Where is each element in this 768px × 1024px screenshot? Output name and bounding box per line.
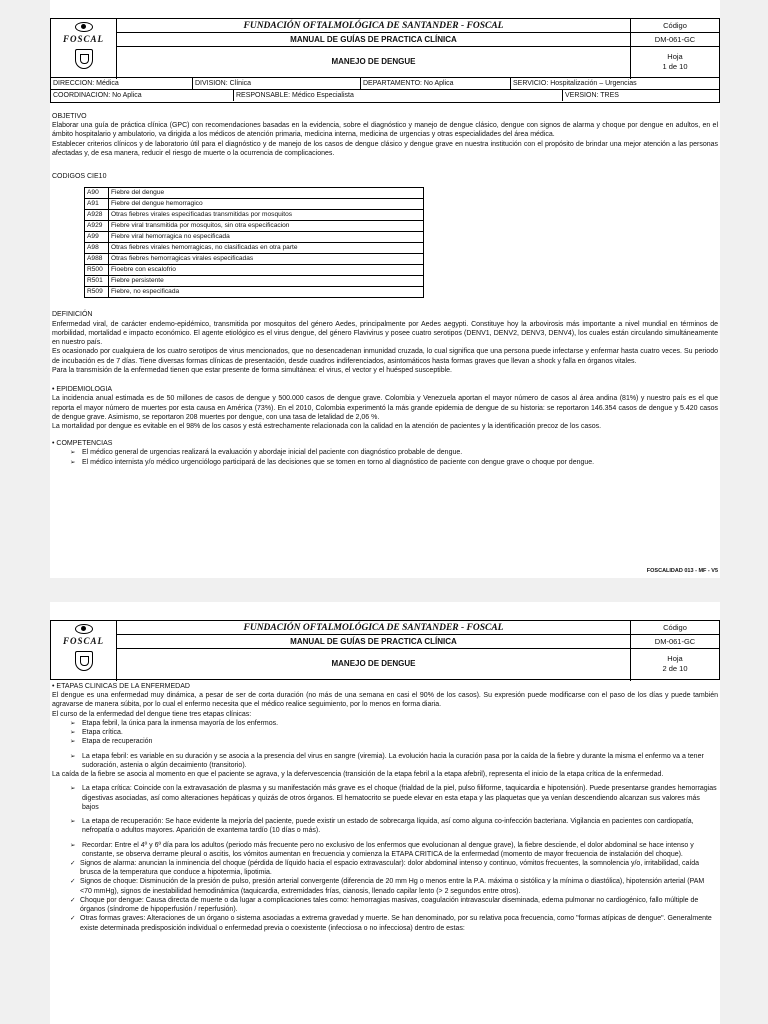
objetivo-paragraph-2: Establecer criterios clínicos y de laboratorio útil para el diagnóstico y de manejo de los casos de dengue clásico y dengue grave en nuestra institución con el propósito de brindar una mejor atención a las personas afectadas y, de esa manera, reducir el riesgo de muerte o la ocurrencia de complicaciones. [52, 140, 718, 157]
febril-paragraph: La caída de la fiebre se asocia al momento en que el paciente se agrava, y la defervescencia (transición de la etapa febril a la etapa afebril), representa el inicio de la etapa crítica de la enfermedad. [52, 771, 664, 779]
meta-departamento: DEPARTAMENTO: No Aplica [361, 78, 511, 89]
manual-title: MANUAL DE GUÍAS DE PRACTICA CLÍNICA [117, 635, 630, 649]
table-row [85, 265, 424, 276]
etapas-list [70, 719, 718, 747]
code-label: Código [631, 19, 719, 33]
list-item: ✓ Signos de choque: Disminución de la presión de pulso, presión arterial convergente (diferencia de 20 mm Hg o menos entre la P.A. máxima o sistólica y la mínima o diastólica), hipotensión arterial (PAM <70 mmHg), signos de inestabilidad hemodinámica (taquicardia, extremidades frías, cianosis, llenado capilar lento (> 2 segundos entre otros). [70, 877, 718, 895]
code-cell: A988 [85, 254, 109, 265]
list-item: ➢ La etapa de recuperación: Se hace evidente la mejoría del paciente, puede existir un estado de sobrecarga líquida, así como alguna co-infección bacteriana. Vigilancia en pacientes con cardiopatía, nefropatía o adultos mayores. Aparición de exantema tardío (10 días o más). [70, 817, 718, 835]
sheet-number: 2 de 10 [662, 664, 688, 673]
table-row [85, 210, 424, 221]
table-row [85, 188, 424, 199]
epidemiologia-label: EPIDEMIOLOGIA [56, 386, 113, 394]
code-cell: A90 [85, 188, 109, 199]
objetivo-heading: OBJETIVO [52, 113, 87, 120]
list-item: ➢ La etapa crítica: Coincide con la extravasación de plasma y su manifestación más grave es el choque (frialdad de la piel, pulso filiforme, taquicardia e hipotensión). Puede presentarse grandes hemorragias digestivas asociadas, así como alteraciones hepáticas y quizás de otros órganos. El hematocrito se puede elevar en esta etapa y las plaquetas que ya venían descendiendo alcanzan sus valores más bajos [70, 784, 718, 812]
sheet-info [631, 47, 719, 77]
code-cell: A99 [85, 232, 109, 243]
code-cell: R500 [85, 265, 109, 276]
code-cell: R509 [85, 287, 109, 298]
code-cell: A91 [85, 199, 109, 210]
manual-title: MANUAL DE GUÍAS DE PRACTICA CLÍNICA [117, 33, 630, 47]
recordar-list [70, 841, 718, 859]
codigos-table [84, 187, 424, 298]
table-row [85, 276, 424, 287]
recuperacion-list [70, 817, 718, 835]
eye-icon [75, 22, 93, 32]
code-cell: A928 [85, 210, 109, 221]
foscal-logo [51, 19, 117, 79]
desc-cell: Fiebre persistente [109, 276, 424, 287]
meta-version: VERSION: TRES [565, 92, 619, 99]
code-cell: A98 [85, 243, 109, 254]
objetivo-paragraph-1: Elaborar una guía de práctica clínica (GPC) con recomendaciones basadas en la evidencia, sobre el diagnóstico y manejo de dengue clásico, dengue con signos de alarma y choque por dengue en adultos, en el ámbito hospitalario y ambulatorio, va dirigida a los médicos de atención primaria, medicina interna, medicina de urgencias y otras especialidades del área médica. [52, 122, 718, 139]
epidemiologia-heading: • EPIDEMIOLOGIA [52, 386, 113, 394]
competencias-list [70, 448, 718, 466]
document-page-1 [50, 0, 720, 578]
subject-title: MANEJO DE DENGUE [331, 57, 416, 66]
desc-cell: Fiebre viral transmitida por mosquitos, sin otra especificacion [109, 221, 424, 232]
sheet-info [631, 649, 719, 679]
desc-cell: Fiebre, no especificada [109, 287, 424, 298]
page-footer: FOSCALIDAD 013 - MF - V5 [646, 568, 718, 574]
document-page-2 [50, 602, 720, 1024]
epidemiologia-paragraph-2: La mortalidad por dengue es evitable en el 98% de los casos y está estrechamente relacionada con la calidad en la atención de pacientes y la identificación precoz de los casos. [52, 422, 602, 430]
list-item: ✓ Signos de alarma: anuncian la inminencia del choque (pérdida de líquido hacia el espacio extravascular): dolor abdominal intenso y continuo, vómitos frecuentes, la somnolencia y/o, irritabilidad, caída brusca de la temperatura que conduce a hipotermia, lipotimia. [70, 859, 718, 877]
shield-icon [75, 49, 93, 69]
desc-cell: Otras fiebres hemorragicas virales especificadas [109, 254, 424, 265]
table-row [85, 232, 424, 243]
desc-cell: Otras fiebres virales hemorragicas, no clasificadas en otra parte [109, 243, 424, 254]
desc-cell: Fioebre con escalofrio [109, 265, 424, 276]
etapas-paragraph-1: El dengue es una enfermedad muy dinámica, a pesar de ser de corta duración (no más de una semana en casi el 90% de los casos). Su expresión puede modificarse con el paso de los días y puede también agravarse de manera súbita, por lo cual el enfermo necesita que el médico realice seguimiento, por lo menos en forma diaria. [52, 692, 718, 709]
table-row [85, 243, 424, 254]
list-item: ➢ Etapa crítica. [70, 728, 718, 737]
code-value: DM-061-GC [631, 635, 719, 649]
etapas-heading: • ETAPAS CLINICAS DE LA ENFERMEDAD [52, 683, 190, 690]
code-cell: A929 [85, 221, 109, 232]
etapas-paragraph-2: El curso de la enfermedad del dengue tiene tres etapas clínicas: [52, 710, 252, 718]
codigos-heading: CODIGOS CIE10 [52, 173, 107, 181]
logo-text: FOSCAL [62, 636, 104, 646]
table-row [85, 254, 424, 265]
desc-cell: Fiebre del dengue [109, 188, 424, 199]
meta-division: DIVISION: Clínica [193, 78, 361, 89]
logo-text: FOSCAL [62, 34, 104, 44]
desc-cell: Fiebre del dengue hemorragico [109, 199, 424, 210]
list-item: ➢ El médico internista y/o médico urgenciólogo participará de las decisiones que se tomen en torno al diagnóstico de paciente con dengue grave o choque por dengue. [70, 458, 718, 467]
list-item: ➢ El médico general de urgencias realizará la evaluación y abordaje inicial del paciente con diagnóstico probable de dengue. [70, 448, 718, 457]
meta-servicio: SERVICIO: Hospitalización – Urgencias [513, 80, 637, 87]
page-2-body [52, 682, 718, 933]
definicion-paragraph-3: Para la transmisión de la enfermedad tienen que estar presente de forma simultánea: el virus, el vector y el huésped susceptible. [52, 366, 452, 374]
foscal-logo [51, 621, 117, 681]
code-cell: R501 [85, 276, 109, 287]
page-1-body [52, 112, 718, 467]
sheet-label: Hoja [667, 654, 683, 663]
meta-direccion: DIRECCION: Médica [51, 78, 193, 89]
definicion-paragraph-2: Es ocasionado por cualquiera de los cuatro serotipos de virus mencionados, que no desencadenan inmunidad cruzada, lo cual significa que una persona puede infectarse y enfermar hasta cuatro veces. Su periodo de incubación es de 7 días. Tiene diversas formas clínicas de presentación, desde cuadros indiferenciados, asintomáticos hasta formas graves que llevan a shock y falla en órganos vitales. [52, 348, 718, 365]
signos-list [70, 859, 718, 933]
sheet-number: 1 de 10 [662, 62, 688, 71]
definicion-paragraph-1: Enfermedad viral, de carácter endemo-epidémico, transmitida por mosquitos del género Aedes, principalmente por Aedes aegypti. Constituye hoy la arbovirosis más importante a nivel mundial en términos de morbilidad, mortalidad e impacto económico. El agente etiológico es el virus dengue, del género Flavivirus y posee cuatro serotipos (DENV1, DENV2, DENV3, DENV4), los cuales están circulando simultáneamente en nuestro país. [52, 320, 718, 347]
code-value: DM-061-GC [631, 33, 719, 47]
list-item: ➢ Etapa febril, la única para la inmensa mayoría de los enfermos. [70, 719, 718, 728]
eye-icon [75, 624, 93, 634]
table-row [85, 199, 424, 210]
meta-table [50, 78, 720, 103]
subject-title: MANEJO DE DENGUE [331, 659, 416, 668]
definicion-heading: DEFINICIÓN [52, 311, 93, 319]
etapas-label: ETAPAS CLINICAS DE LA ENFERMEDAD [56, 683, 190, 690]
page-header [50, 620, 720, 680]
page-header [50, 18, 720, 78]
meta-coordinacion: COORDINACION: No Aplica [51, 90, 234, 101]
sheet-label: Hoja [667, 52, 683, 61]
meta-responsable: RESPONSABLE: Médico Especialista [234, 90, 563, 101]
table-row [85, 287, 424, 298]
critica-list [70, 784, 718, 812]
desc-cell: Fiebre viral hemorragica no especificada [109, 232, 424, 243]
shield-icon [75, 651, 93, 671]
list-item: ➢ Recordar: Entre el 4º y 6º día para los adultos (periodo más frecuente pero no exclusivo de los enfermos que evolucionan al dengue grave), la fiebre desciende, el dolor abdominal se hace intenso y constante, se observa derrame pleural o ascitis, los vómitos aumentan en frecuencia y comienza la ETAPA CRITICA de la enfermedad (momento de mayor frecuencia de instalación del choque). [70, 841, 718, 859]
list-item: ✓ Otras formas graves: Alteraciones de un órgano o sistema asociadas a extrema gravedad y muerte. Se han denominado, por su relativa poca frecuencia, como "formas atípicas de dengue". Generalmente existe determinada predisposición individual o enfermedad previa o coexistente (infecciosa o no infecciosa) dentro de estas: [70, 914, 718, 932]
code-label: Código [631, 621, 719, 635]
foundation-name: FUNDACIÓN OFTALMOLÓGICA DE SANTANDER - FOSCAL [117, 19, 630, 33]
list-item: ✓ Choque por dengue: Causa directa de muerte o da lugar a complicaciones tales como: hemorragias masivas, coagulación intravascular diseminada, edema pulmonar no cardiogénico, fallo múltiple de órganos (síndrome de hipoperfusión / reperfusión). [70, 896, 718, 914]
competencias-heading: • COMPETENCIAS [52, 440, 113, 448]
febril-list [70, 752, 718, 770]
epidemiologia-paragraph-1: La incidencia anual estimada es de 50 millones de casos de dengue y 500.000 casos de dengue grave. Colombia y Venezuela aportan el mayor número de casos al área andina (81%) y nuestro país es el que reporta el mayor número de muertes por esta causa en América (73%). En el 2010, Colombia experimentó la más grande epidemia de dengue de su historia: se reportaron 146.354 casos de dengue y 5.420 casos de dengue grave. Asimismo, se reportaron 208 muertes por dengue, con una tasa de letalidad de 2,06 %. [52, 395, 718, 421]
foundation-name: FUNDACIÓN OFTALMOLÓGICA DE SANTANDER - FOSCAL [117, 621, 630, 635]
list-item: ➢ Etapa de recuperación [70, 737, 718, 746]
table-row [85, 221, 424, 232]
competencias-label: COMPETENCIAS [56, 440, 113, 448]
desc-cell: Otras fiebres virales especificadas transmitidas por mosquitos [109, 210, 424, 221]
list-item: ➢ La etapa febril: es variable en su duración y se asocia a la presencia del virus en sangre (viremia). La evolución hacia la curación pasa por la caída de la fiebre y durante la misma el enfermo va a tener sudoración, astenia o algún decaimiento (transitorio). [70, 752, 718, 770]
